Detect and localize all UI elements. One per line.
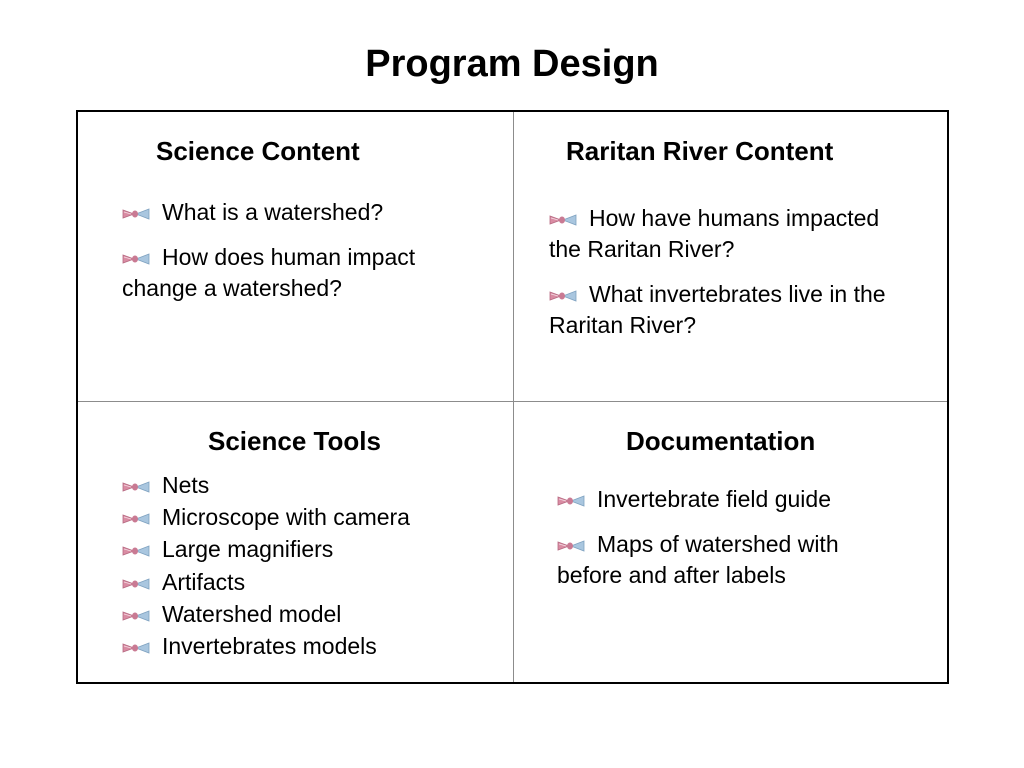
bowtie-bullet-icon xyxy=(557,539,585,553)
list-item-text: Large magnifiers xyxy=(162,536,334,563)
science-tools-heading: Science Tools xyxy=(208,426,381,456)
list-item-text: What is a watershed? xyxy=(162,199,384,225)
science-tools-list xyxy=(122,469,492,662)
science-content-heading: Science Content xyxy=(156,136,360,166)
raritan-content-heading: Raritan River Content xyxy=(566,136,834,166)
science-content-list xyxy=(122,197,462,304)
list-item xyxy=(122,242,462,304)
list-item xyxy=(549,203,894,265)
bowtie-bullet-icon xyxy=(122,207,150,221)
bowtie-bullet-icon xyxy=(549,213,577,227)
list-item xyxy=(557,529,902,591)
list-item-text: Nets xyxy=(162,472,210,498)
list-item xyxy=(122,566,492,598)
list-item-text: Maps of watershed with before and after labels xyxy=(557,531,839,588)
bowtie-bullet-icon xyxy=(549,289,577,303)
bowtie-bullet-icon xyxy=(122,641,150,655)
documentation-heading: Documentation xyxy=(626,426,816,456)
list-item-text: Artifacts xyxy=(162,568,246,595)
list-item xyxy=(122,197,462,228)
list-item-text: Microscope with camera xyxy=(162,504,410,531)
slide-title: Program Design xyxy=(365,43,659,85)
bowtie-bullet-icon xyxy=(122,480,150,494)
bowtie-bullet-icon xyxy=(122,252,150,266)
bowtie-bullet-icon xyxy=(122,544,150,558)
program-design-grid xyxy=(76,110,949,684)
list-item-text: Invertebrates models xyxy=(162,633,377,660)
bowtie-bullet-icon xyxy=(122,512,150,526)
vertical-divider xyxy=(513,112,514,682)
list-item xyxy=(122,630,492,662)
list-item xyxy=(122,533,492,565)
list-item xyxy=(122,598,492,630)
list-item-text: How does human impact change a watershed? xyxy=(122,244,416,301)
horizontal-divider xyxy=(78,401,947,402)
bowtie-bullet-icon xyxy=(557,494,585,508)
list-item xyxy=(122,501,492,533)
raritan-content-list xyxy=(549,203,894,341)
list-item xyxy=(557,484,902,515)
list-item-text: How have humans impacted the Raritan River? xyxy=(549,205,880,262)
list-item xyxy=(122,469,492,501)
list-item-text: Invertebrate field guide xyxy=(597,486,831,512)
list-item-text: What invertebrates live in the Raritan River? xyxy=(549,281,886,338)
list-item-text: Watershed model xyxy=(162,600,342,627)
list-item xyxy=(549,279,894,341)
bowtie-bullet-icon xyxy=(122,609,150,623)
documentation-list xyxy=(557,484,902,591)
bowtie-bullet-icon xyxy=(122,577,150,591)
